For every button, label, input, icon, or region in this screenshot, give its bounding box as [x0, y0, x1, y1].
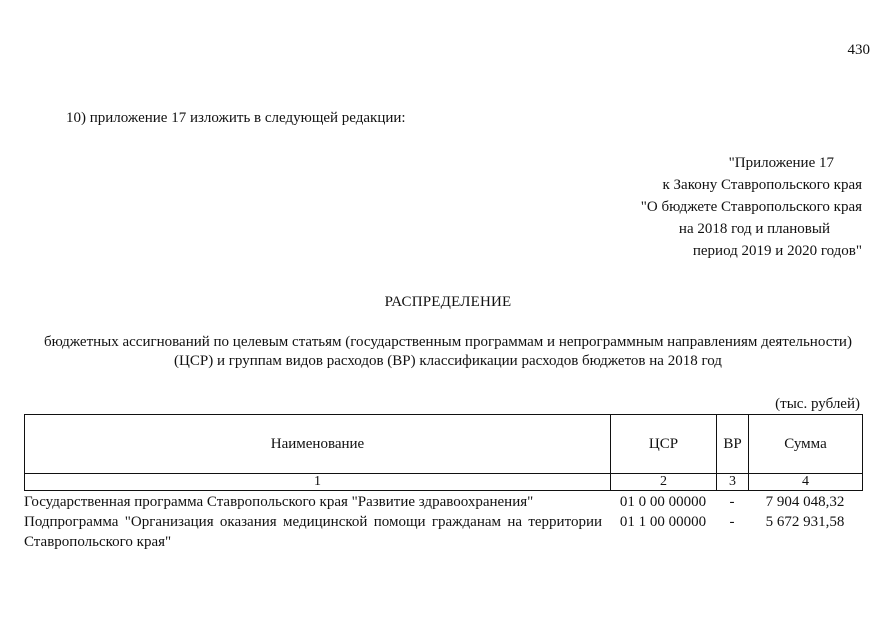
- appendix-header: [641, 152, 862, 262]
- header-sum: Сумма: [749, 415, 863, 474]
- column-number-3: 3: [717, 474, 749, 491]
- header-name: Наименование: [25, 415, 611, 474]
- document-title: РАСПРЕДЕЛЕНИЕ: [384, 294, 512, 310]
- document-subtitle: [20, 333, 876, 371]
- column-number-4: 4: [749, 474, 863, 491]
- column-number-1: 1: [25, 474, 611, 491]
- intro-text: 10) приложение 17 изложить в следующей редакции:: [66, 110, 406, 126]
- row-csr: 01 1 00 00000: [619, 514, 707, 530]
- appendix-line-1: "Приложение 17: [728, 155, 834, 171]
- row-name: Подпрограмма "Организация оказания медицинской помощи гражданам на территории Ставропольского края": [24, 514, 602, 550]
- row-sum: 7 904 048,32: [765, 494, 845, 510]
- subtitle-line-1: бюджетных ассигнований по целевым статьям (государственным программам и непрограммным направлениям деятельности): [44, 334, 852, 350]
- appendix-line-2: к Закону Ставропольского края: [662, 177, 862, 193]
- appendix-line-5: период 2019 и 2020 годов": [692, 243, 862, 259]
- row-vr: -: [729, 514, 735, 530]
- row-sum: 5 672 931,58: [765, 514, 845, 530]
- header-vr: ВР: [717, 415, 749, 474]
- table-body: [24, 492, 862, 552]
- appendix-line-3: "О бюджете Ставропольского края: [640, 199, 862, 215]
- table-header: [24, 414, 863, 491]
- column-number-2: 2: [611, 474, 717, 491]
- table-row: [24, 512, 862, 552]
- row-csr: 01 0 00 00000: [619, 494, 707, 510]
- table-row: [24, 492, 862, 512]
- units-label: (тыс. рублей): [775, 396, 860, 412]
- row-name: Государственная программа Ставропольского края "Развитие здравоохранения": [24, 494, 534, 510]
- header-csr: ЦСР: [611, 415, 717, 474]
- appendix-line-4: на 2018 год и плановый: [678, 221, 830, 237]
- subtitle-line-2: (ЦСР) и группам видов расходов (ВР) классификации расходов бюджетов на 2018 год: [174, 353, 722, 369]
- page-number: 430: [847, 42, 870, 58]
- row-vr: -: [729, 494, 735, 510]
